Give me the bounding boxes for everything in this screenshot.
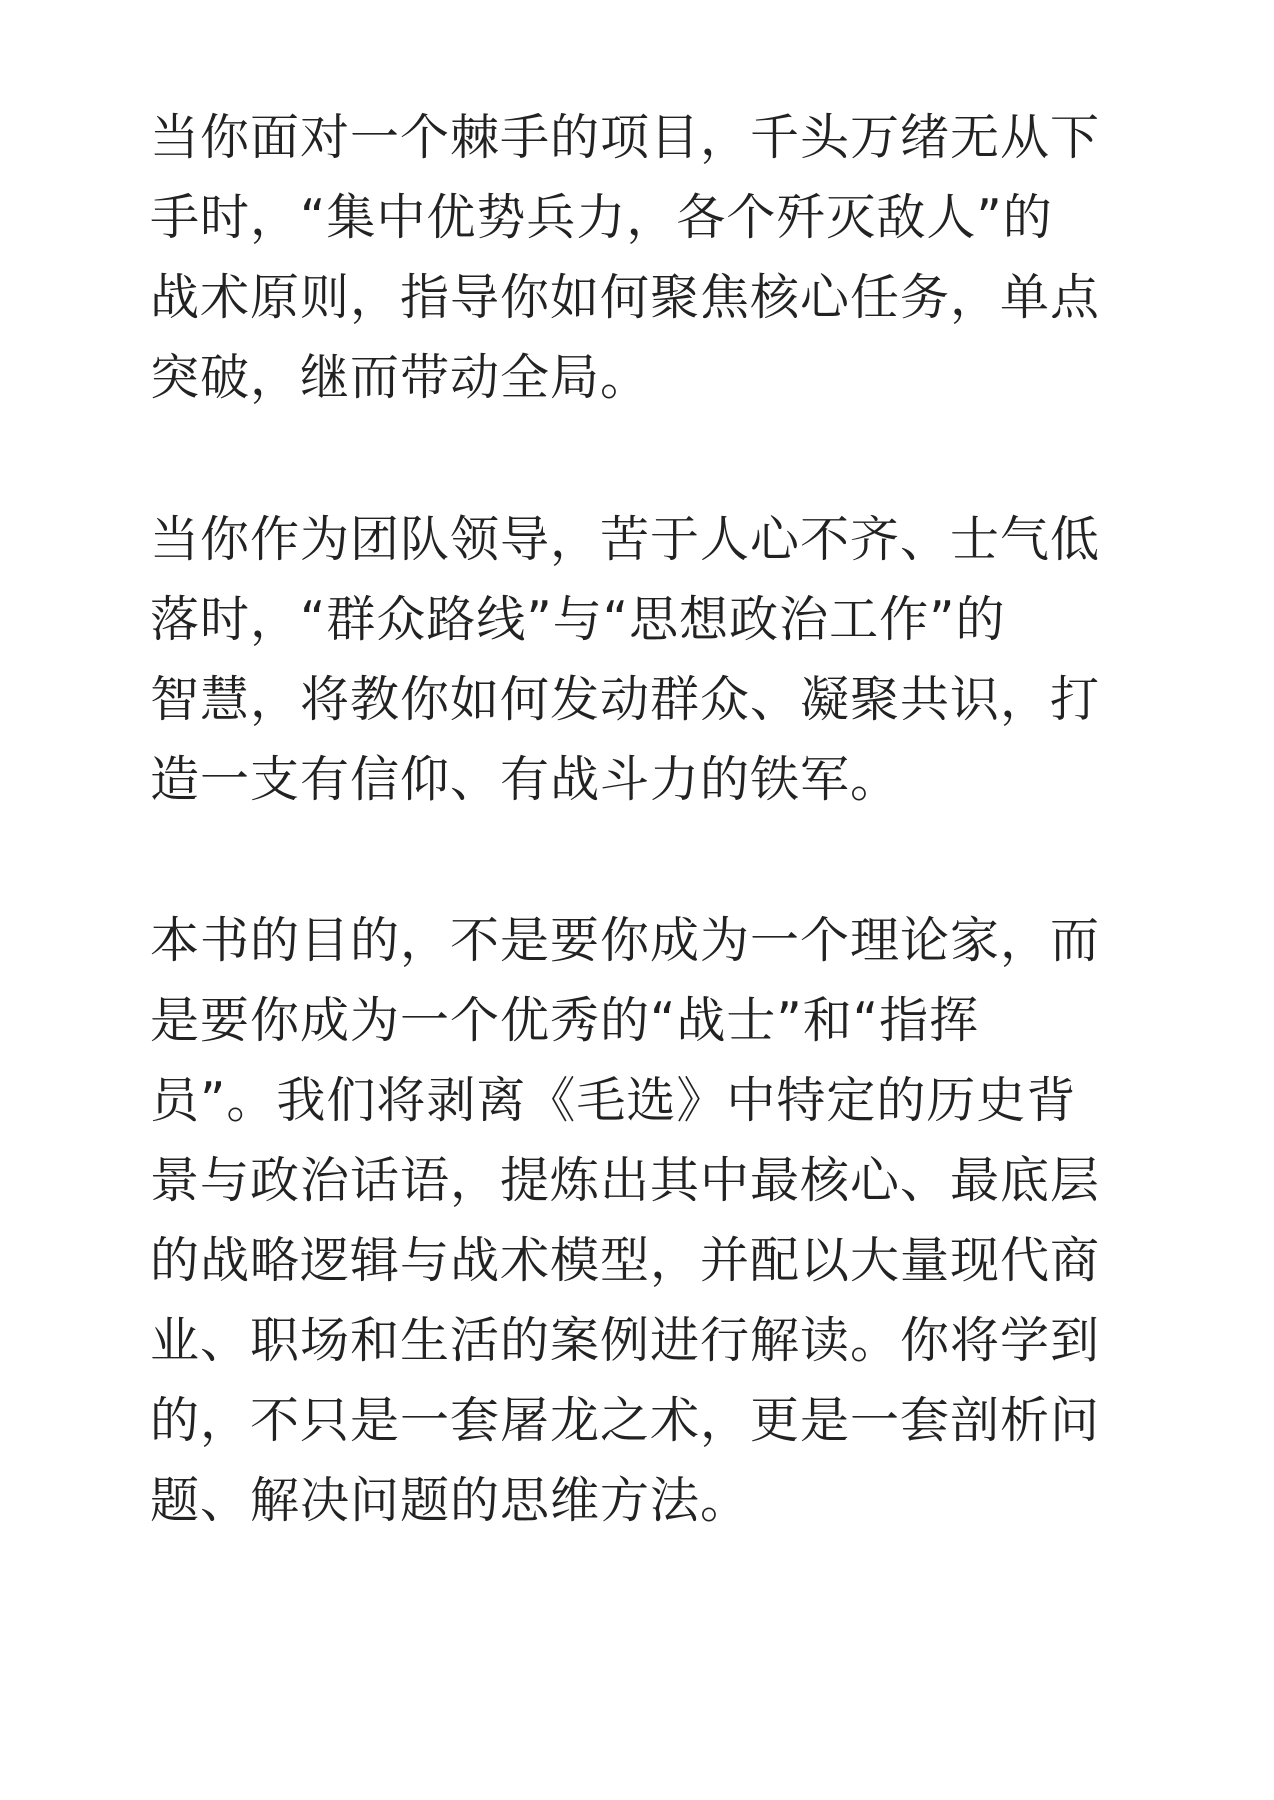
paragraph-team-leadership [150, 500, 1160, 820]
text-line: 是要你成为一个优秀的“战士”和“指挥 [150, 992, 980, 1049]
text-line: 业、职场和生活的案例进行解读。你将学到 [150, 1312, 1101, 1369]
text-line: 员”。我们将剥离《毛选》中特定的历史背 [150, 1072, 1077, 1129]
text-line: 本书的目的，不是要你成为一个理论家，而 [150, 912, 1101, 969]
text-line: 战术原则，指导你如何聚焦核心任务，单点 [150, 269, 1101, 326]
text-line: 落时，“群众路线”与“思想政治工作”的 [150, 591, 1006, 648]
paragraph-project-focus [150, 98, 1160, 418]
text-line: 智慧，将教你如何发动群众、凝聚共识，打 [150, 671, 1101, 728]
text-line: 题、解决问题的思维方法。 [150, 1472, 751, 1529]
paragraph-book-purpose [150, 901, 1160, 1541]
text-line: 的战略逻辑与战术模型，并配以大量现代商 [150, 1232, 1101, 1289]
text-line: 当你面对一个棘手的项目，千头万绪无从下 [150, 109, 1101, 166]
text-line: 的，不只是一套屠龙之术，更是一套剖析问 [150, 1392, 1101, 1449]
text-line: 景与政治话语，提炼出其中最核心、最底层 [150, 1152, 1101, 1209]
text-line: 造一支有信仰、有战斗力的铁军。 [150, 751, 901, 808]
text-line: 当你作为团队领导，苦于人心不齐、士气低 [150, 511, 1101, 568]
text-line: 手时，“集中优势兵力，各个歼灭敌人”的 [150, 189, 1053, 246]
text-line: 突破，继而带动全局。 [150, 349, 651, 406]
